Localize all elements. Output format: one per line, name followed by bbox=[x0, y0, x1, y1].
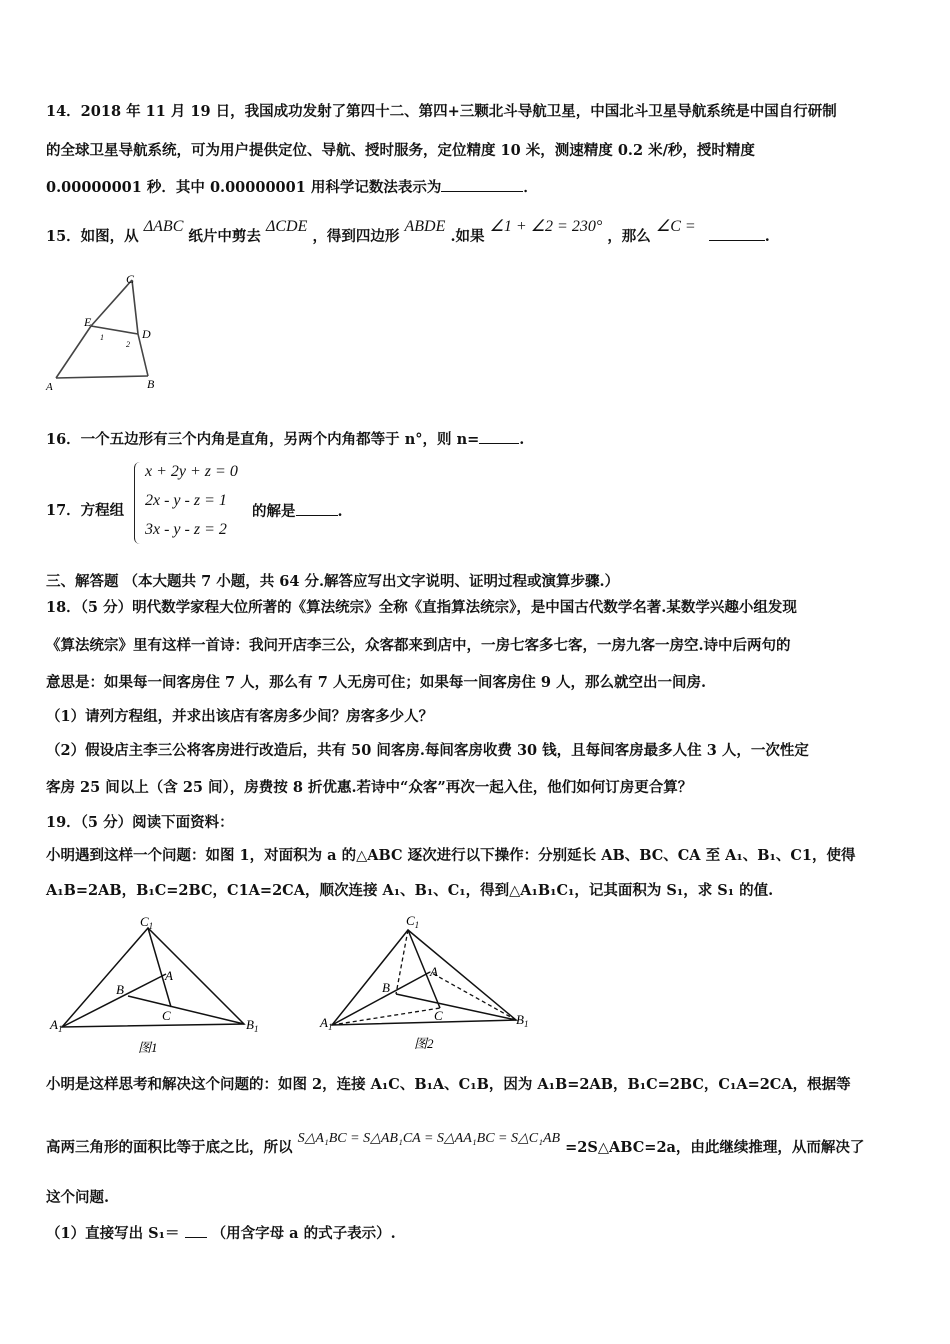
q15-answer-blank bbox=[709, 226, 765, 241]
q15-math-abc: ΔABC bbox=[143, 218, 184, 235]
q15-label-angle-2: 2 bbox=[126, 340, 130, 349]
fig1-label-c1: $C_1$ bbox=[140, 914, 154, 931]
q15-figure bbox=[44, 268, 174, 396]
fig1-line-a1-a bbox=[62, 974, 166, 1027]
q15-label-d: D bbox=[142, 327, 151, 341]
q19-part1-text: （1）直接写出 S₁＝ bbox=[46, 1225, 180, 1242]
q19-line5: 这个问题. bbox=[46, 1189, 110, 1206]
q15-line bbox=[46, 218, 770, 247]
q14-line3-text: 0.00000001 秒．其中 0.00000001 用科学记数法表示为 bbox=[46, 179, 442, 196]
fig1-caption: 图1 bbox=[138, 1040, 158, 1055]
q17-eq2: 2x - y - z = 1 bbox=[145, 492, 227, 509]
q15-line-ab bbox=[56, 376, 148, 378]
q15-text-1: 15．如图，从 bbox=[46, 228, 139, 245]
q19-line4-text: 高两三角形的面积比等于底之比，所以 bbox=[46, 1139, 293, 1156]
q19-part1-answer-blank bbox=[185, 1223, 207, 1238]
q15-line-ea bbox=[56, 326, 91, 378]
q15-label-c: C bbox=[126, 272, 135, 286]
q18-part1: （1）请列方程组，并求出该店有客房多少间？房客多少人？ bbox=[46, 708, 434, 725]
q19-line4 bbox=[46, 1131, 865, 1159]
q15-line-ed bbox=[91, 326, 138, 334]
q17-brace bbox=[134, 462, 143, 544]
q18-part2-line1: （2）假设店主李三公将客房进行改造后，共有 50 间客房.每间客房收费 30 钱，且每间客房最多人住 3 人，一次性定 bbox=[46, 742, 809, 759]
q19-title: 19．（5 分）阅读下面资料： bbox=[46, 814, 234, 831]
q14-line1: 14．2018 年 11 月 19 日，我国成功发射了第四十二、第四+三颗北斗导航卫星，中国北斗卫星导航系统是中国自行研制 bbox=[46, 103, 837, 120]
q16-line bbox=[46, 429, 524, 450]
q17-answer bbox=[252, 501, 343, 522]
q19-figure-2 bbox=[318, 910, 538, 1055]
q19-line3: 小明是这样思考和解决这个问题的：如图 2，连接 A₁C、B₁A、C₁B，因为 A₁B=2AB，B₁C=2BC，C₁A=2CA，根据等 bbox=[46, 1076, 851, 1093]
q15-line-cd bbox=[132, 280, 138, 334]
fig1-label-a: A bbox=[165, 968, 173, 983]
fig1-label-c: C bbox=[162, 1008, 171, 1023]
q14-end: ． bbox=[523, 179, 538, 196]
fig1-label-b1: $B_1$ bbox=[246, 1017, 259, 1034]
fig2-label-c1: $C_1$ bbox=[406, 913, 420, 930]
fig2-label-c: C bbox=[434, 1008, 443, 1023]
section-3-heading: 三、解答题 （本大题共 7 小题，共 64 分.解答应写出文字说明、证明过程或演算步骤.） bbox=[46, 573, 620, 590]
q15-text-2: 纸片中剪去 bbox=[188, 228, 261, 245]
q15-math-cde: ΔCDE bbox=[265, 218, 308, 235]
fig2-caption: 图2 bbox=[414, 1036, 434, 1051]
q15-end: . bbox=[764, 228, 770, 245]
q14-line2: 的全球卫星导航系统，可为用户提供定位、导航、授时服务，定位精度 10 米，测速精度 0.2 米/秒，授时精度 bbox=[46, 142, 755, 159]
q19-part1-end: （用含字母 a 的式子表示）. bbox=[211, 1225, 396, 1242]
fig1-label-a1: $A_1$ bbox=[50, 1017, 63, 1034]
q15-text-4: .如果 bbox=[450, 228, 485, 245]
q18-part2-line2: 客房 25 间以上（含 25 间），房费按 8 折优惠.若诗中“众客”再次一起入住，他们如何订房更合算？ bbox=[46, 779, 693, 796]
q15-label-e: E bbox=[84, 315, 92, 329]
q15-math-abde: ABDE bbox=[404, 218, 446, 235]
q16-text: 16．一个五边形有三个内角是直角，另两个内角都等于 n°，则 n= bbox=[46, 431, 480, 448]
fig2-label-b1: $B_1$ bbox=[516, 1012, 529, 1029]
q15-label-angle-1: 1 bbox=[100, 333, 104, 342]
q17-label: 17．方程组 bbox=[46, 502, 125, 519]
q19-figure-1 bbox=[48, 912, 278, 1057]
q18-line3: 意思是：如果每一间客房住 7 人，那么有 7 人无房可住；如果每一间客房住 9 人，那么就空出一间房. bbox=[46, 674, 707, 691]
fig1-line-b1-b bbox=[128, 996, 244, 1024]
q17-end: . bbox=[337, 503, 343, 520]
q15-line-ce bbox=[91, 280, 132, 326]
q15-math-angles: ∠1 + ∠2 = 230° bbox=[489, 218, 603, 235]
fig2-label-a: A bbox=[430, 964, 438, 979]
q19-line2: A₁B=2AB，B₁C=2BC，C1A=2CA，顺次连接 A₁、B₁、C₁，得到△A₁B₁C₁，记其面积为 S₁，求 S₁ 的值. bbox=[46, 882, 774, 899]
q14-answer-blank bbox=[441, 177, 523, 192]
q17-eq3: 3x - y - z = 2 bbox=[145, 521, 227, 538]
q15-text-3: ，得到四边形 bbox=[312, 228, 400, 245]
q19-line1: 小明遇到这样一个问题：如图 1，对面积为 a 的△ABC 逐次进行以下操作：分别延长 AB、BC、CA 至 A₁、B₁、C1，使得 bbox=[46, 847, 856, 864]
q16-answer-blank bbox=[479, 429, 519, 444]
q19-line4-end: =2S△ABC=2a，由此继续推理，从而解决了 bbox=[565, 1139, 865, 1156]
q17-eq1: x + 2y + z = 0 bbox=[145, 463, 238, 480]
q17-after: 的解是 bbox=[252, 503, 296, 520]
q16-end: . bbox=[519, 431, 525, 448]
q17-answer-blank bbox=[296, 501, 338, 516]
fig2-label-b: B bbox=[382, 980, 390, 995]
q18-line2: 《算法统宗》里有这样一首诗：我问开店李三公，众客都来到店中，一房七客多七客，一房九客一房空.诗中后两句的 bbox=[46, 637, 791, 654]
fig2-dashed-b1-a bbox=[430, 972, 516, 1020]
q19-part1 bbox=[46, 1223, 396, 1244]
q18-line1: 18．（5 分）明代数学家程大位所著的《算法统宗》全称《直指算法统宗》，是中国古代数学名著.某数学兴趣小组发现 bbox=[46, 599, 797, 616]
fig2-label-a1: $A_1$ bbox=[320, 1015, 333, 1032]
q14-line3 bbox=[46, 177, 538, 198]
fig2-line-b1-b bbox=[396, 994, 516, 1020]
fig1-label-b: B bbox=[116, 982, 124, 997]
q19-formula: S△A₁BC = S△AB₁CA = S△AA₁BC = S△C₁AB bbox=[297, 1131, 561, 1146]
q15-label-a: A bbox=[46, 381, 53, 393]
q15-label-b: B bbox=[147, 377, 155, 391]
q15-math-angle-c: ∠C = bbox=[655, 218, 696, 235]
q15-text-5: ，那么 bbox=[607, 228, 651, 245]
